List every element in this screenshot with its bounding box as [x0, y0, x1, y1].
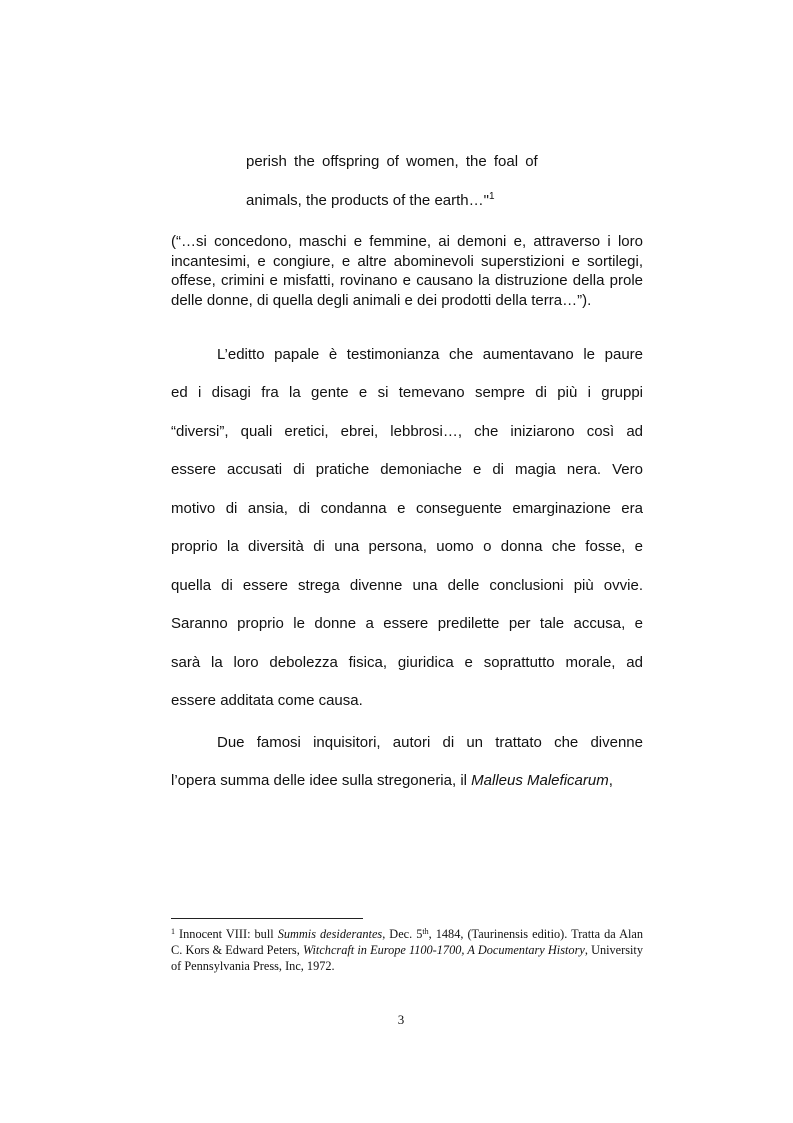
- body-line-12-end: ,: [608, 772, 613, 789]
- footnote: [171, 924, 643, 974]
- footnote-title-1: Summis desiderantes: [277, 927, 383, 941]
- body-line-9: sarà la loro debolezza fisica, giuridica e soprattutto morale, ad: [171, 654, 643, 671]
- quote-line-1: perish the offspring of women, the foal of: [246, 153, 538, 170]
- body-line-5: motivo di ansia, di condanna e conseguente emarginazione era: [171, 500, 643, 517]
- footnote-text-3: , 1484, (Taurinensis editio). Tratta da Alan C. Kors & Edward Peters,: [171, 927, 643, 957]
- body-line-10: essere additata come causa.: [171, 692, 363, 709]
- body-line-6: proprio la diversità di una persona, uomo o donna che fosse, e: [171, 538, 643, 555]
- footnote-text-2: , Dec. 5: [382, 927, 423, 941]
- translation-paragraph: (“…si concedono, maschi e femmine, ai demoni e, attraverso i loro incantesimi, e congiure, e altre abominevoli superstizioni e sortilegi, offese, crimini e misfatti, rovinano e causano la distruzione della prole delle donne, di quella degli animali e dei prodotti della terra…”).: [171, 233, 643, 309]
- body-line-3: “diversi”, quali eretici, ebrei, lebbrosi…, che iniziarono così ad: [171, 423, 643, 440]
- footnote-number: 1: [171, 927, 175, 936]
- body-line-2: ed i disagi fra la gente e si temevano sempre di più i gruppi: [171, 384, 643, 401]
- malleus-title: Malleus Maleficarum: [471, 772, 609, 789]
- quote-line-2: [246, 191, 606, 209]
- footnote-reference: 1: [488, 191, 495, 202]
- body-line-7: quella di essere strega divenne una delle conclusioni più ovvie.: [171, 577, 643, 594]
- body-line-4: essere accusati di pratiche demoniache e di magia nera. Vero: [171, 461, 643, 478]
- page-number: 3: [397, 1012, 405, 1027]
- footnote-divider: [171, 918, 363, 919]
- body-line-12: [171, 772, 643, 789]
- body-line-8: Saranno proprio le donne a essere predilette per tale accusa, e: [171, 615, 643, 632]
- body-line-1: L’editto papale è testimonianza che aumentavano le paure: [217, 346, 643, 363]
- footnote-ordinal: th: [422, 927, 429, 936]
- body-line-11: Due famosi inquisitori, autori di un trattato che divenne: [217, 734, 643, 751]
- quote-line-2-text: animals, the products of the earth…": [246, 192, 489, 209]
- footnote-text-4: , University of Pennsylvania Press, Inc, 1972.: [171, 943, 643, 973]
- footnote-text-1: Innocent VIII: bull: [175, 927, 278, 941]
- body-line-12-text: l’opera summa delle idee sulla stregoneria, il: [171, 772, 472, 789]
- footnote-title-2: Witchcraft in Europe 1100-1700, A Documentary History: [302, 943, 585, 957]
